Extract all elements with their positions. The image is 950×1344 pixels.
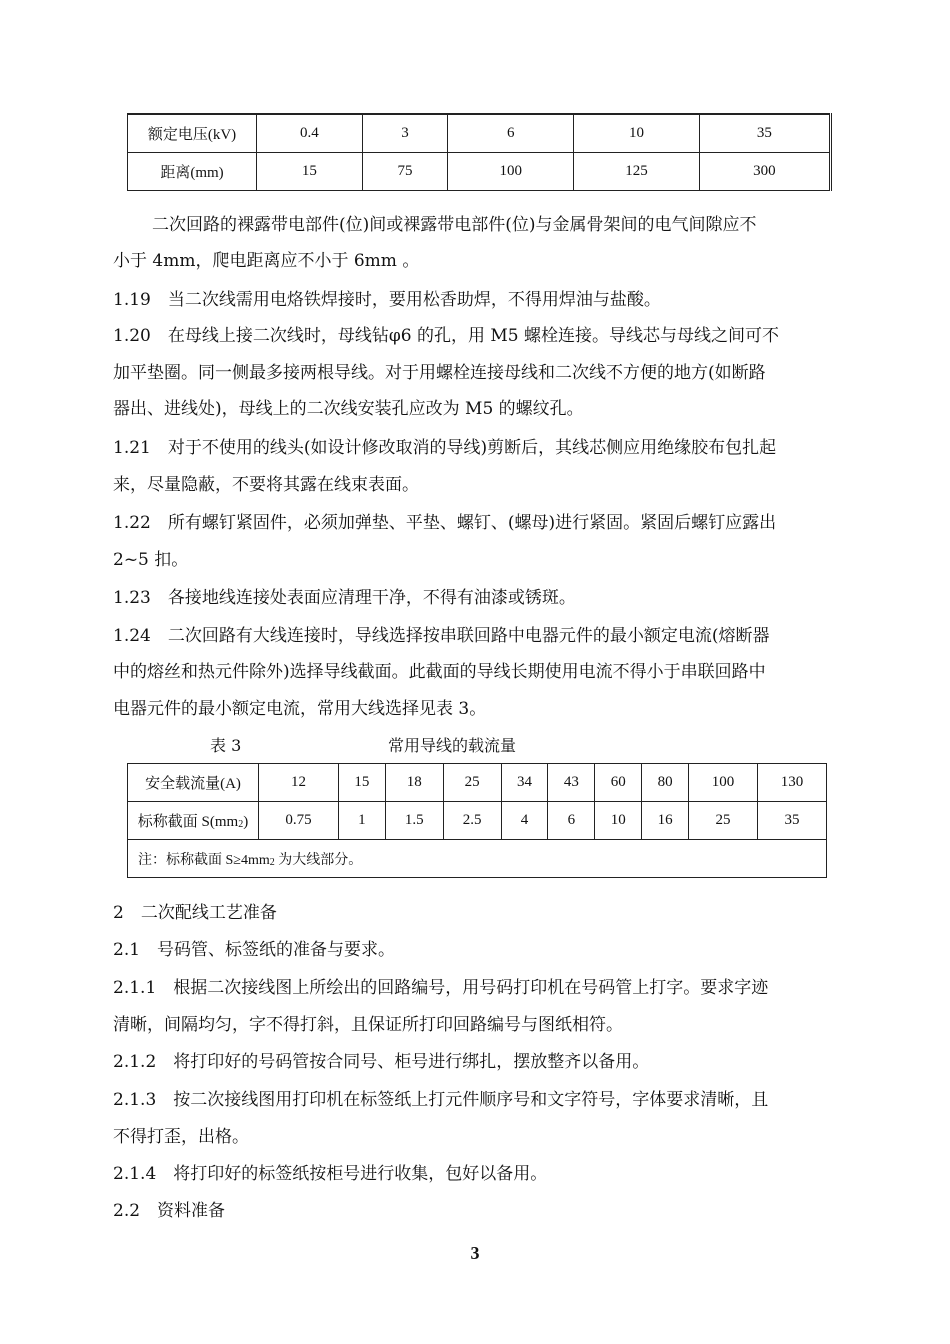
table-row bbox=[128, 114, 831, 153]
paragraph-line: 二次回路的裸露带电部件(位)间或裸露带电部件(位)与金属骨架间的电气间隙应不 bbox=[152, 215, 757, 235]
paragraph-line: 小于 4mm，爬电距离应不小于 6mm 。 bbox=[113, 251, 420, 271]
table-header-cell: 额定电压(kV) bbox=[128, 114, 257, 153]
subsection-heading: 2.1 号码管、标签纸的准备与要求。 bbox=[113, 940, 396, 960]
table-row bbox=[128, 840, 827, 878]
table-cell: 6 bbox=[548, 802, 595, 840]
table-cell: 2.5 bbox=[443, 802, 501, 840]
table-cell: 300 bbox=[699, 153, 830, 191]
paragraph-line: 1.22 所有螺钉紧固件，必须加弹垫、平垫、螺钉、(螺母)进行紧固。紧固后螺钉应露出 bbox=[113, 513, 777, 533]
current-capacity-table bbox=[127, 763, 827, 878]
paragraph-line: 器出、进线处)，母线上的二次线安装孔应改为 M5 的螺纹孔。 bbox=[113, 399, 584, 419]
header-text: 标称截面 S(mm bbox=[137, 814, 239, 830]
paragraph-line: 1.20 在母线上接二次线时，母线钻φ6 的孔，用 M5 螺栓连接。导线芯与母线之间可不 bbox=[113, 326, 780, 346]
table-cell: 35 bbox=[699, 114, 830, 153]
table-cell: 0.4 bbox=[257, 114, 363, 153]
table-cell: 4 bbox=[501, 802, 548, 840]
table-cell: 6 bbox=[448, 114, 574, 153]
section-heading: 2 二次配线工艺准备 bbox=[113, 903, 277, 923]
paragraph-line: 1.21 对于不使用的线头(如设计修改取消的导线)剪断后，其线芯侧应用绝缘胶布包扎起 bbox=[113, 438, 777, 458]
table-cell: 80 bbox=[642, 764, 689, 802]
paragraph-line: 1.23 各接地线连接处表面应清理干净，不得有油漆或锈斑。 bbox=[113, 588, 576, 608]
table-row bbox=[128, 802, 827, 840]
table-cell: 15 bbox=[338, 764, 385, 802]
table-header-cell bbox=[128, 802, 259, 840]
paragraph-line: 2.1.2 将打印好的号码管按合同号、柜号进行绑扎，摆放整齐以备用。 bbox=[113, 1052, 650, 1072]
paragraph-line: 来，尽量隐蔽，不要将其露在线束表面。 bbox=[113, 475, 419, 495]
paragraph-line: 1.24 二次回路有大线连接时，导线选择按串联回路中电器元件的最小额定电流(熔断器 bbox=[113, 626, 770, 646]
paragraph-line: 2.1.4 将打印好的标签纸按柜号进行收集，包好以备用。 bbox=[113, 1164, 548, 1184]
table-cell: 0.75 bbox=[259, 802, 339, 840]
table-note bbox=[128, 840, 827, 878]
table-cell: 100 bbox=[689, 764, 758, 802]
paragraph-line: 中的熔丝和热元件除外)选择导线截面。此截面的导线长期使用电流不得小于串联回路中 bbox=[113, 662, 766, 682]
header-subscript: 2 bbox=[238, 819, 244, 830]
subsection-heading: 2.2 资料准备 bbox=[113, 1201, 226, 1221]
paragraph-line: 2.1.3 按二次接线图用打印机在标签纸上打元件顺序号和文字符号，字体要求清晰，且 bbox=[113, 1090, 769, 1110]
table-cell: 35 bbox=[758, 802, 827, 840]
table-cell: 125 bbox=[574, 153, 700, 191]
paragraph-line: 电器元件的最小额定电流，常用大线选择见表 3。 bbox=[113, 699, 487, 719]
table-cell: 60 bbox=[595, 764, 642, 802]
table-cell: 15 bbox=[257, 153, 363, 191]
note-text-end: 为大线部分。 bbox=[274, 852, 363, 868]
paragraph-line: 加平垫圈。同一侧最多接两根导线。对于用螺栓连接母线和二次线不方便的地方(如断路 bbox=[113, 363, 766, 383]
table-cell: 25 bbox=[443, 764, 501, 802]
table-cell: 1 bbox=[338, 802, 385, 840]
table-caption-title: 常用导线的载流量 bbox=[388, 736, 517, 755]
table-cell: 130 bbox=[758, 764, 827, 802]
table-cell: 43 bbox=[548, 764, 595, 802]
table-header-cell: 安全载流量(A) bbox=[128, 764, 259, 802]
table-cell: 12 bbox=[259, 764, 339, 802]
paragraph-line: 不得打歪，出格。 bbox=[113, 1127, 249, 1147]
page-number: 3 bbox=[470, 1243, 480, 1263]
paragraph-line: 1.19 当二次线需用电烙铁焊接时，要用松香助焊，不得用焊油与盐酸。 bbox=[113, 290, 661, 310]
paragraph-line: 清晰，间隔均匀，字不得打斜，且保证所打印回路编号与图纸相符。 bbox=[113, 1015, 623, 1035]
table-cell: 3 bbox=[362, 114, 448, 153]
table-cell: 1.5 bbox=[385, 802, 443, 840]
table-cell: 75 bbox=[362, 153, 448, 191]
table-cell: 18 bbox=[385, 764, 443, 802]
table-cell: 16 bbox=[642, 802, 689, 840]
table-cell: 10 bbox=[595, 802, 642, 840]
paragraph-line: 2~5 扣。 bbox=[113, 550, 189, 570]
header-text-end: ) bbox=[243, 814, 249, 830]
note-text: 注：标称截面 S≥4mm bbox=[138, 852, 270, 868]
table-row bbox=[128, 764, 827, 802]
note-subscript: 2 bbox=[269, 856, 275, 868]
table-cell: 100 bbox=[448, 153, 574, 191]
table-header-cell: 距离(mm) bbox=[128, 153, 257, 191]
paragraph-line: 2.1.1 根据二次接线图上所绘出的回路编号，用号码打印机在号码管上打字。要求字迹 bbox=[113, 978, 769, 998]
table-cell: 10 bbox=[574, 114, 700, 153]
table-cell: 25 bbox=[689, 802, 758, 840]
table-cell: 34 bbox=[501, 764, 548, 802]
voltage-distance-table bbox=[127, 113, 832, 191]
table-row bbox=[128, 153, 831, 191]
table-caption-label: 表 3 bbox=[210, 736, 242, 755]
